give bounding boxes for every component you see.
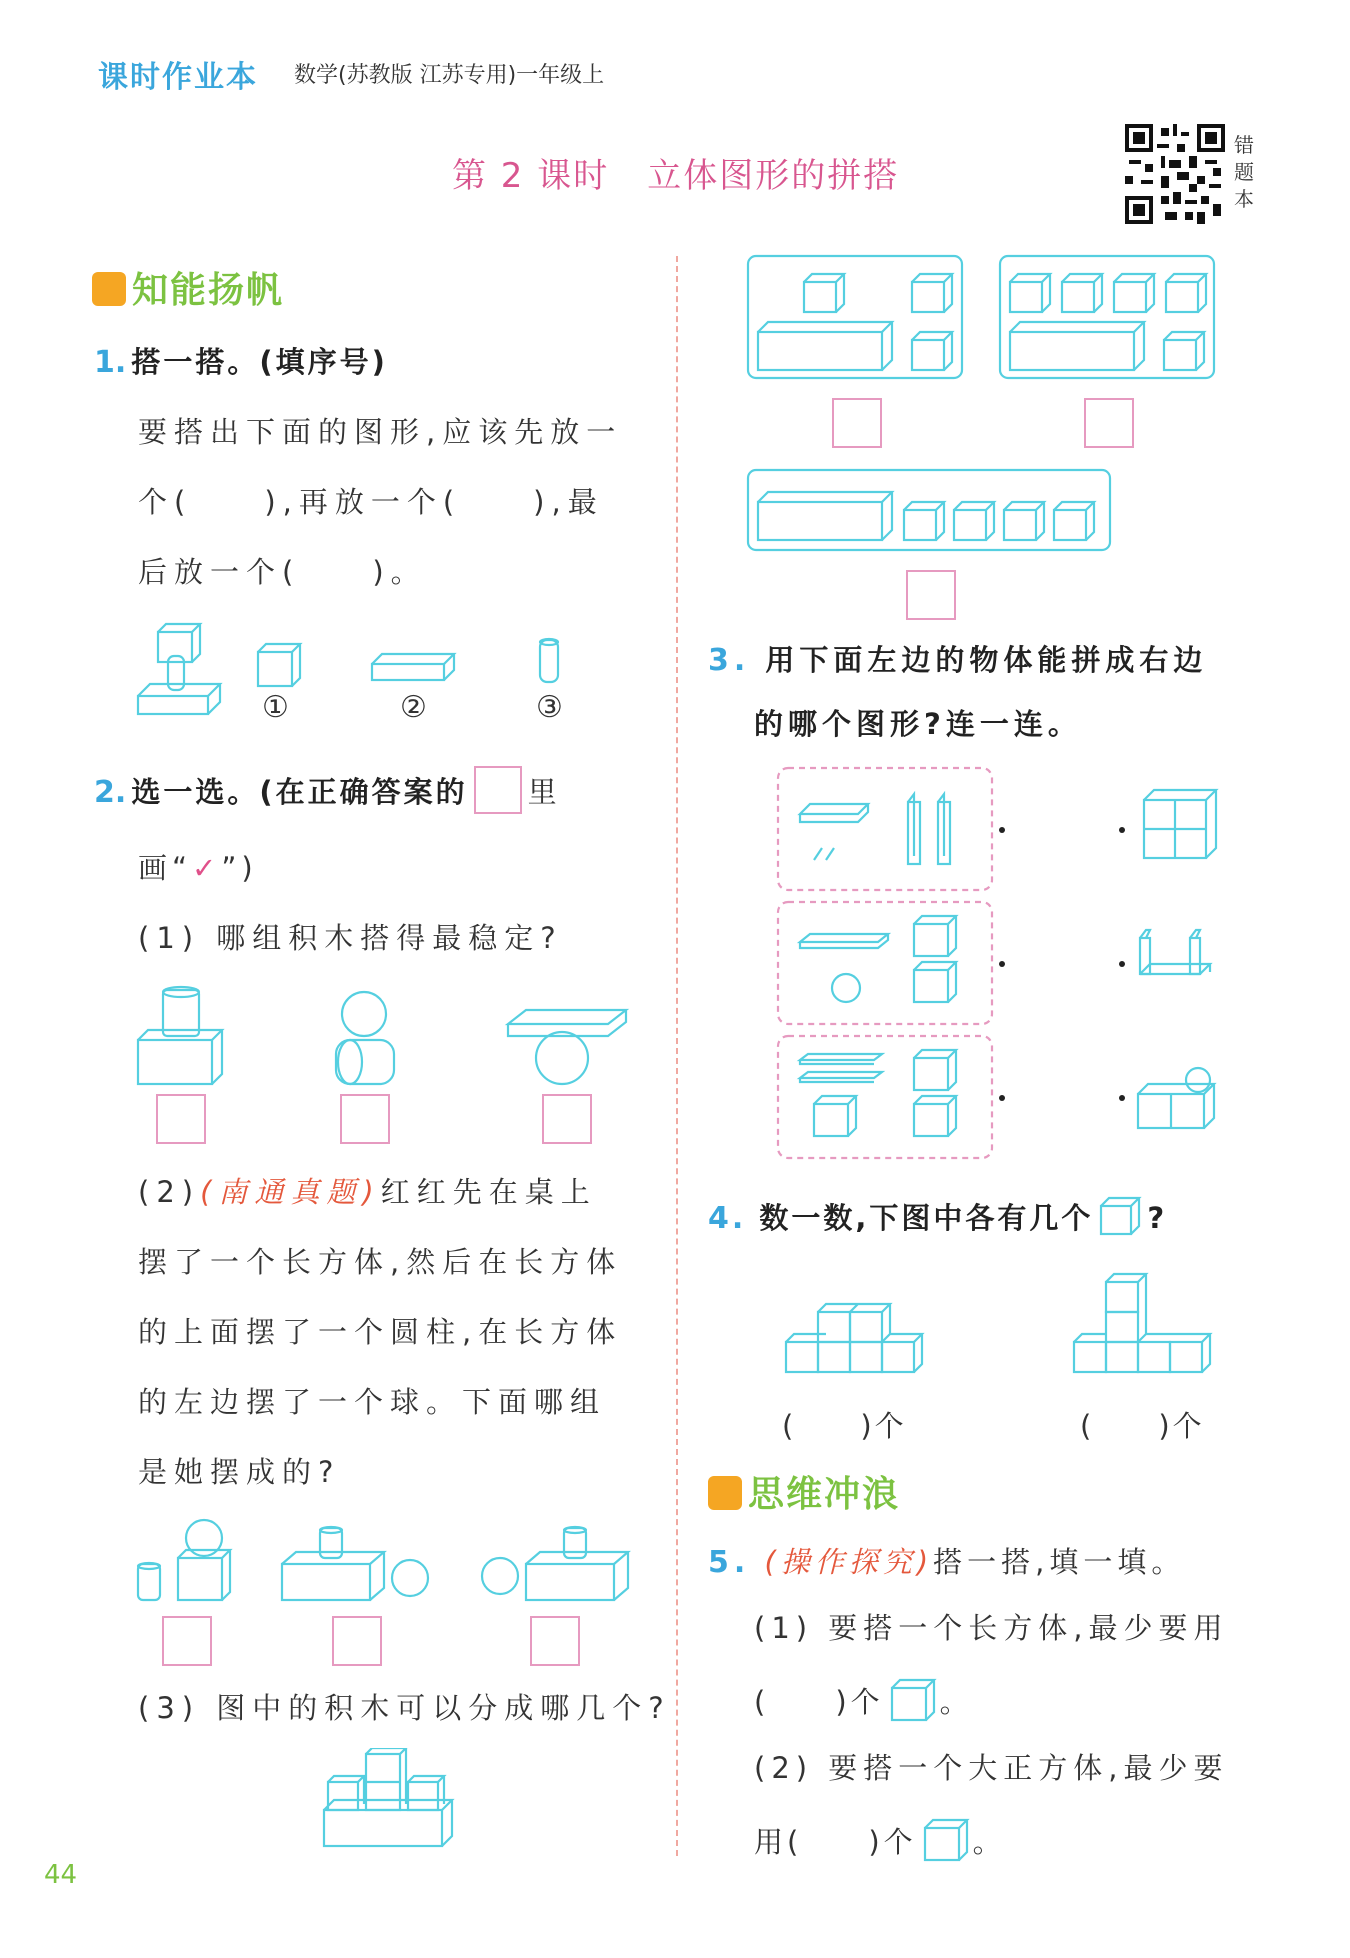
q2-title (94, 766, 654, 814)
q5-tag: (操作探究) (764, 1545, 934, 1579)
q4-number: 4. (708, 1201, 747, 1236)
q3-left-group-1 (778, 768, 992, 890)
q3-line-1 (708, 638, 1207, 679)
q5-heading: 搭一搭,填一填。 (933, 1545, 1186, 1579)
section-advanced-label: 思维冲浪 (748, 1474, 901, 1515)
cube-icon (888, 1676, 940, 1724)
q2-sub-2-prefix: (2) (138, 1175, 201, 1209)
q2-2-figures (130, 1514, 650, 1614)
q4-figures (780, 1262, 1240, 1392)
page-number: 44 (44, 1860, 78, 1890)
q2-sub-3: (3) 图中的积木可以分成哪几个? (138, 1691, 671, 1725)
q2-3-option-b (1000, 256, 1214, 378)
q2-heading-a: 选一选。(在正确答案的 (131, 775, 468, 809)
q2-sub-2-line-3: 的上面摆了一个圆柱,在长方体 (138, 1315, 623, 1349)
q2-1-answer-box-c[interactable] (542, 1094, 592, 1144)
q2-sub-1: (1) 哪组积木搭得最稳定? (138, 921, 563, 955)
q2-number: 2. (94, 775, 127, 810)
q5-number: 5. (708, 1545, 751, 1580)
q3-right-figure-3 (1138, 1068, 1214, 1128)
q2-sub-2-line-2: 摆了一个长方体,然后在长方体 (138, 1245, 623, 1279)
cube-icon (921, 1816, 973, 1864)
lesson-title (452, 148, 899, 197)
q2-3-options (744, 252, 1234, 622)
q5-sub-2-line-1: (2) 要搭一个大正方体,最少要 (754, 1751, 1229, 1785)
q4-figure-1 (786, 1304, 922, 1372)
q2-sub-2-line-1 (138, 1170, 597, 1211)
q5-sub-1-line-2 (754, 1676, 973, 1724)
q3-left-group-3 (778, 1036, 992, 1158)
q2-3-option-c (748, 470, 1110, 550)
section-heading-basic (92, 262, 284, 313)
section-basic-label: 知能扬帆 (132, 270, 285, 311)
q3-dots (999, 827, 1125, 1101)
q1-cylinder (540, 639, 558, 682)
q3-left-group-2 (778, 902, 992, 1024)
section-heading-advanced (708, 1466, 900, 1517)
wave-icon (708, 1476, 742, 1510)
column-divider (676, 256, 678, 1856)
lesson-number: 第 2 课时 (452, 156, 610, 196)
q2-heading-d: ”) (221, 851, 258, 885)
brand-title: 课时作业本 (98, 60, 258, 95)
q5-sub-1-blank[interactable]: ( )个 (754, 1685, 884, 1719)
q2-3-answer-box-c[interactable] (906, 570, 956, 620)
q2-2-option-c (482, 1527, 628, 1600)
q4-figure-2 (1074, 1274, 1210, 1372)
q2-2-option-a (138, 1520, 230, 1600)
q2-sub-2-line-5: 是她摆成的? (138, 1455, 341, 1489)
q2-title-line-2 (138, 846, 258, 887)
q2-2-answer-box-a[interactable] (162, 1616, 212, 1666)
q2-3-option-a (748, 256, 962, 378)
qr-label: 错题本 (1234, 133, 1254, 211)
q2-heading-b: 里 (527, 775, 562, 809)
q2-1-option-c (508, 1010, 626, 1084)
q3-line-2: 的哪个图形?连一连。 (754, 707, 1082, 741)
q1-option-2: ② (400, 690, 427, 725)
q2-1-answer-box-b[interactable] (340, 1094, 390, 1144)
q1-line-1: 要搭出下面的图形,应该先放一 (138, 415, 623, 449)
check-mark-icon: ✓ (192, 851, 222, 885)
q2-1-answer-box-a[interactable] (156, 1094, 206, 1144)
q4-text-b: ? (1147, 1201, 1168, 1235)
q2-3-answer-box-b[interactable] (1084, 398, 1134, 448)
q5-title (708, 1540, 1185, 1581)
q5-sub-1-line-1: (1) 要搭一个长方体,最少要用 (754, 1611, 1229, 1645)
q3-right-figure-2 (1140, 930, 1210, 974)
q5-sub-1-end: 。 (939, 1685, 973, 1719)
q3-number: 3. (708, 643, 751, 678)
q5-sub-2-end: 。 (972, 1825, 1006, 1859)
q2-sub-2-tag: (南通真题) (200, 1175, 381, 1209)
q2-sub-2-text-1: 红红先在桌上 (380, 1175, 597, 1209)
q2-sub-2-line-4: 的左边摆了一个球。下面哪组 (138, 1385, 607, 1419)
q5-sub-2-line-2 (754, 1816, 1006, 1864)
q1-line-3: 后放一个( )。 (138, 555, 427, 589)
q1-option-1: ① (262, 690, 289, 725)
q2-1-option-a (138, 987, 222, 1084)
q1-line-2: 个( ),再放一个( ),最 (138, 485, 604, 519)
q1-number: 1. (94, 345, 127, 380)
q3-matching-figures (774, 764, 1234, 1164)
q1-title (94, 340, 388, 381)
q2-3-answer-box-a[interactable] (832, 398, 882, 448)
sail-icon (92, 272, 126, 306)
q5-sub-2-blank[interactable]: 用( )个 (754, 1825, 917, 1859)
q3-right-figure-1 (1144, 790, 1216, 858)
qr-code-icon[interactable] (1125, 124, 1225, 224)
q2-2-answer-box-c[interactable] (530, 1616, 580, 1666)
q1-option-3: ③ (536, 690, 563, 725)
q2-3-figure (320, 1748, 470, 1858)
q1-target-figure (138, 624, 220, 714)
q4-answer-1[interactable]: ( )个 (782, 1409, 907, 1443)
q2-1-option-b (336, 992, 394, 1084)
cube-icon (1097, 1196, 1143, 1238)
q2-2-option-b (282, 1527, 428, 1600)
q1-cube (258, 644, 300, 686)
q2-2-answer-box-b[interactable] (332, 1616, 382, 1666)
lesson-name: 立体图形的拼搭 (647, 156, 900, 196)
q4-text-a: 数一数,下图中各有几个 (759, 1201, 1094, 1235)
subject-line: 数学(苏教版 江苏专用)一年级上 (294, 63, 605, 88)
q4-answer-2[interactable]: ( )个 (1080, 1409, 1205, 1443)
q3-text-1: 用下面左边的物体能拼成右边 (765, 643, 1208, 677)
q1-flat-cuboid (372, 654, 454, 680)
q4-line (708, 1196, 1167, 1238)
q2-sample-box (474, 766, 522, 814)
q2-heading-c: 画“ (138, 851, 193, 885)
q1-heading: 搭一搭。(填序号) (131, 345, 388, 379)
